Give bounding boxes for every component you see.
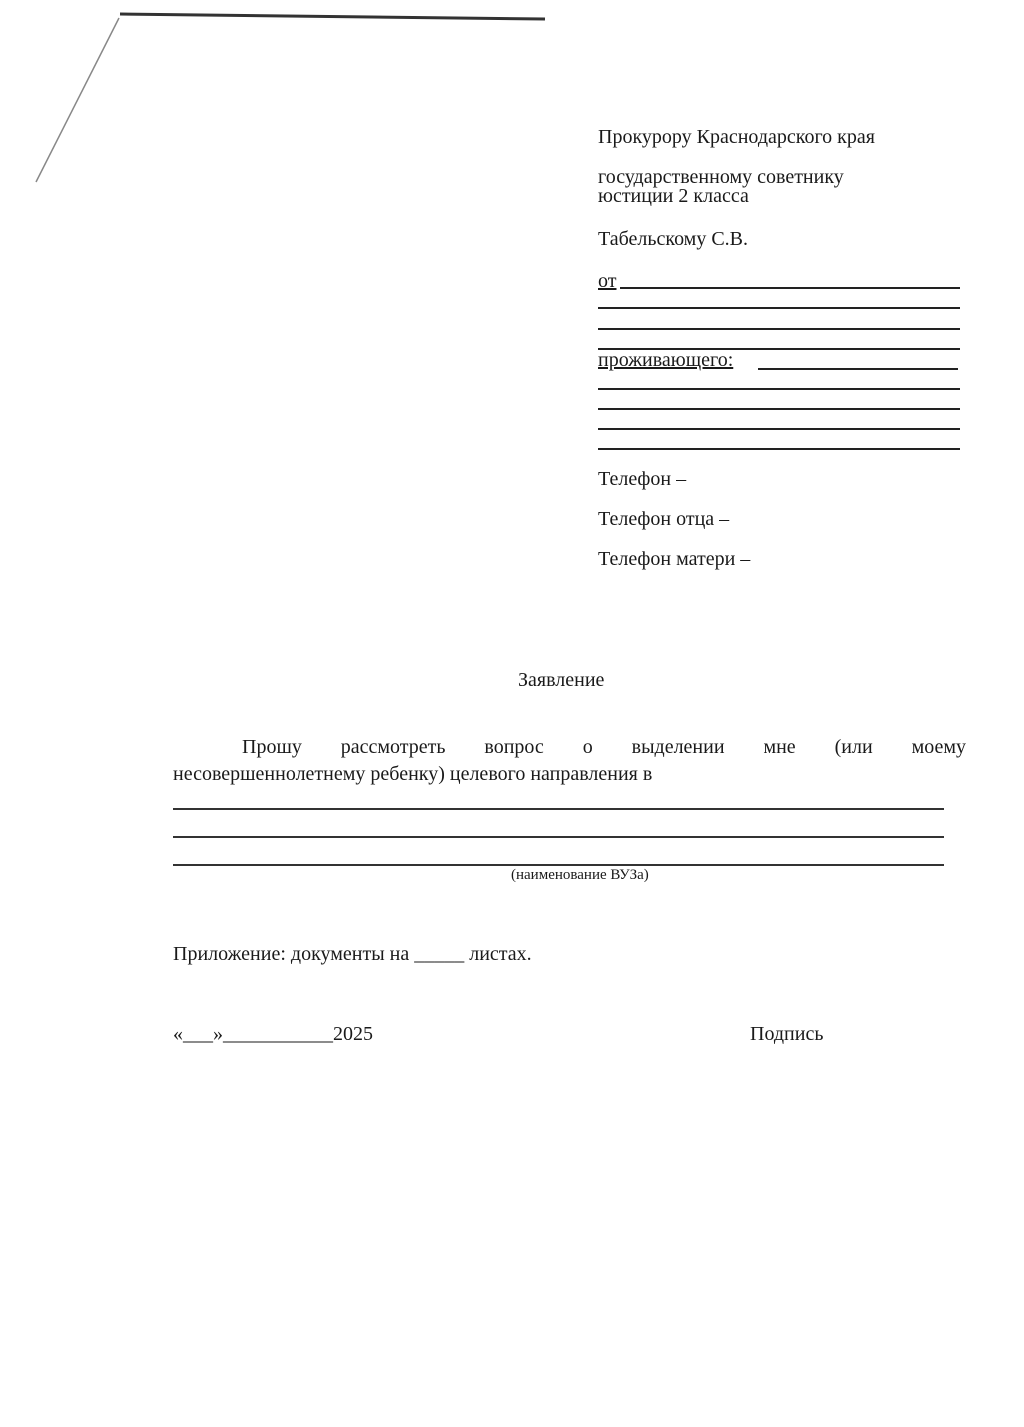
university-field-line[interactable] — [173, 864, 944, 866]
university-field-line[interactable] — [173, 836, 944, 838]
date-field[interactable]: «___»___________2025 — [173, 1023, 373, 1045]
signature-label: Подпись — [750, 1023, 824, 1045]
request-line-1: Прошу рассмотреть вопрос о выделении мне (или моему — [242, 736, 966, 758]
attachment-line — [173, 943, 532, 965]
attachment-count-field[interactable]: _____ — [414, 943, 465, 965]
addressee-line-1: Прокурору Краснодарского края — [598, 126, 875, 148]
address-field-line[interactable] — [598, 408, 960, 410]
from-field-line[interactable] — [598, 328, 960, 330]
university-caption: (наименование ВУЗа) — [511, 867, 649, 883]
addressee-line-4: Табельскому С.В. — [598, 228, 749, 250]
document-title: Заявление — [518, 669, 605, 691]
father-phone-label: Телефон отца – — [598, 508, 730, 530]
request-line-2: несовершеннолетнему ребенку) целевого направления в — [173, 763, 653, 785]
from-field-line[interactable] — [620, 287, 960, 289]
attachment-prefix: Приложение: документы на — [173, 943, 410, 965]
address-field-line[interactable] — [598, 388, 960, 390]
address-field-line[interactable] — [598, 448, 960, 450]
from-field-line[interactable] — [598, 307, 960, 309]
addressee-line-2: государственному советнику — [598, 166, 844, 188]
address-field-line[interactable] — [598, 428, 960, 430]
addressee-line-3: юстиции 2 класса — [598, 185, 749, 207]
from-label: от — [598, 270, 617, 292]
scan-corner-shadow — [0, 0, 1024, 200]
address-field-line[interactable] — [758, 368, 958, 370]
university-field-line[interactable] — [173, 808, 944, 810]
request-paragraph — [173, 734, 966, 788]
phone-label: Телефон – — [598, 468, 687, 490]
residing-label: проживающего: — [598, 349, 734, 371]
mother-phone-label: Телефон матери – — [598, 548, 751, 570]
attachment-suffix: листах. — [469, 943, 532, 965]
